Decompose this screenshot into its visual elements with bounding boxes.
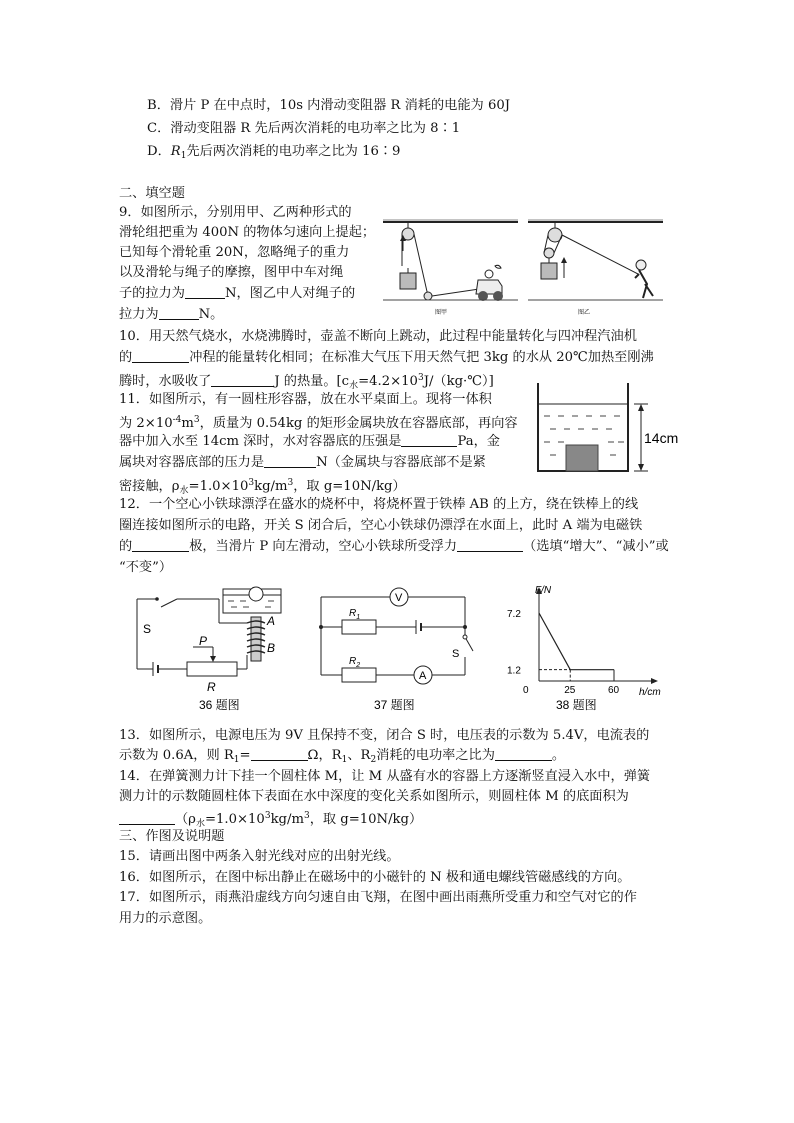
q12-line-4: “不变”） xyxy=(119,560,173,575)
q9-blank-2[interactable] xyxy=(159,305,199,320)
pulley-caption-b: 图乙 xyxy=(578,310,591,316)
q13-line-2: 示数为 0.6A，则 $R_1= \Omega$，$R_1$、$R_2$消耗的电功率之比为 。 xyxy=(119,748,566,765)
fig37-r2-label: $R_2$ xyxy=(349,656,361,669)
q12-blank-2[interactable] xyxy=(457,537,523,552)
chart-xlabel: h/cm xyxy=(639,687,661,698)
chart-xtick-60: 60 xyxy=(608,685,620,696)
q17-line-2: 用力的示意图。 xyxy=(119,911,212,926)
q8-option-c: C．滑动变阻器 R 先后两次消耗的电功率之比为 8∶1 xyxy=(147,121,461,136)
q9-line-6: 拉力为 N。 xyxy=(119,307,224,322)
figure-37 xyxy=(318,585,478,715)
q12-line-2: 圈连接如图所示的电路，开关 S 闭合后，空心小铁球仍漂浮在水面上，此时 A 端为电磁铁 xyxy=(119,518,643,533)
pulley-figure-b xyxy=(528,220,663,316)
fig37-r1-label: $R_1$ xyxy=(349,608,361,621)
q8-option-d: D．$R_1$先后两次消耗的电功率之比为 16∶9 xyxy=(147,144,401,161)
depth-label: 14cm xyxy=(644,430,679,446)
q12-blank-1[interactable] xyxy=(132,537,189,552)
q9-line-2: 滑轮组把重为 400N 的物体匀速向上提起； xyxy=(119,225,376,240)
q9-line-4: 以及滑轮与绳子的摩擦，图甲中车对绳 xyxy=(119,265,344,280)
q13-line-1: 13．如图所示，电源电压为 9V 且保持不变，闭合 S 时，电压表的示数为 5.4V，电流表的 xyxy=(119,728,650,743)
section-fill-in-title: 二、填空题 xyxy=(119,186,185,201)
q10-line-3: 腾时，水吸收了 J 的热量。$[c_水=4.2\times 10^3J/(kg\cdot℃)]$ xyxy=(119,373,494,391)
fig36-caption: 36 题图 xyxy=(199,698,240,712)
fig37-caption: 37 题图 xyxy=(374,698,415,712)
q11-line-3: 器中加入水至 14cm 深时，水对容器底的压强是 Pa，金 xyxy=(119,434,500,449)
container-figure xyxy=(530,383,710,478)
q11-blank-2[interactable] xyxy=(264,453,316,468)
fig37-voltmeter-label: V xyxy=(395,592,403,604)
pulley-figure xyxy=(383,218,683,318)
q11-line-1: 11．如图所示，有一圆柱形容器，放在水平桌面上。现将一体积 xyxy=(119,392,492,407)
q14-line-3: （$\rho_水=1.0\times 10^3kg/m^3$，取 g=10N/kg） xyxy=(119,806,422,835)
chart-ytick-low: 1.2 xyxy=(507,665,521,677)
q10-line-2: 的 冲程的能量转化相同；在标准大气压下用天然气把 3kg 的水从 20℃加热至刚沸 xyxy=(119,350,654,365)
chart-ytick-top: 7.2 xyxy=(507,609,521,620)
q13-blank-2[interactable] xyxy=(495,746,552,761)
q12-line-3: 的 极，当滑片 P 向左滑动，空心小铁球所受浮力 （选填“增大”、“减小”或 xyxy=(119,539,669,554)
fig36-label-r: R xyxy=(207,680,216,694)
q17-line-1: 17．如图所示，雨燕沿虚线方向匀速自由飞翔，在图中画出雨燕所受重力和空气对它的作 xyxy=(119,890,637,905)
figure-36 xyxy=(133,585,293,715)
q13-blank-1[interactable] xyxy=(251,746,308,761)
section-drawing-title: 三、作图及说明题 xyxy=(119,829,225,844)
chart-xtick-25: 25 xyxy=(564,685,576,696)
q14-blank-1[interactable] xyxy=(119,810,175,825)
q11-line-5: 密接触，$\rho_水=1.0\times 10^3kg/m^3$，取 g=10N/kg） xyxy=(119,478,406,496)
q16-line: 16．如图所示，在图中标出静止在磁场中的小磁针的 N 极和通电螺线管磁感线的方向。 xyxy=(119,870,631,885)
q15-line: 15．请画出图中两条入射光线对应的出射光线。 xyxy=(119,849,400,864)
fig37-ammeter-label: A xyxy=(419,670,427,682)
fig36-label-b: B xyxy=(267,641,276,655)
fig36-label-p: P xyxy=(199,634,208,648)
q11-line-2: 为 $2\times 10^{-4}m^3$，质量为 0.54kg 的矩形金属块放在容器底部，再向容 xyxy=(119,415,518,431)
q10-blank-1[interactable] xyxy=(132,348,189,363)
q11-blank-1[interactable] xyxy=(401,432,457,447)
q12-line-1: 12．一个空心小铁球漂浮在盛水的烧杯中，将烧杯置于铁棒 AB 的上方，绕在铁棒上的线 xyxy=(119,497,639,512)
chart-series-segment xyxy=(539,613,570,670)
q11-line-4: 属块对容器底部的压力是 N（金属块与容器底部不是紧 xyxy=(119,455,486,470)
q9-blank-1[interactable] xyxy=(185,284,225,299)
fig37-switch-label: S xyxy=(452,648,460,660)
pulley-figure-a xyxy=(383,220,518,316)
fig38-caption: 38 题图 xyxy=(556,698,597,712)
q14-line-2: 测力计的示数随圆柱体下表面在水中深度的变化关系如图所示，则圆柱体 M 的底面积为 xyxy=(119,789,629,804)
figure-38-chart xyxy=(505,585,685,715)
fig36-label-s: S xyxy=(143,622,152,636)
q8-option-b: B．滑片 P 在中点时，10s 内滑动变阻器 R 消耗的电能为 60J xyxy=(147,98,511,113)
q9-line-5: 子的拉力为 N，图乙中人对绳子的 xyxy=(119,286,356,301)
q14-line-1: 14．在弹簧测力计下挂一个圆柱体 M，让 M 从盛有水的容器上方逐渐竖直浸入水中，弹簧 xyxy=(119,769,651,784)
chart-ylabel: F/N xyxy=(535,585,552,596)
q9-line-1: 9．如图所示，分别用甲、乙两种形式的 xyxy=(119,205,352,220)
pulley-caption-a: 图甲 xyxy=(435,310,448,316)
q9-line-3: 已知每个滑轮重 20N，忽略绳子的重力 xyxy=(119,245,350,260)
fig36-label-a: A xyxy=(267,614,276,628)
chart-origin-label: 0 xyxy=(523,685,529,696)
q10-blank-2[interactable] xyxy=(211,372,274,387)
q10-line-1: 10．用天然气烧水，水烧沸腾时，壶盖不断向上跳动，此过程中能量转化与四冲程汽油机 xyxy=(119,329,637,344)
